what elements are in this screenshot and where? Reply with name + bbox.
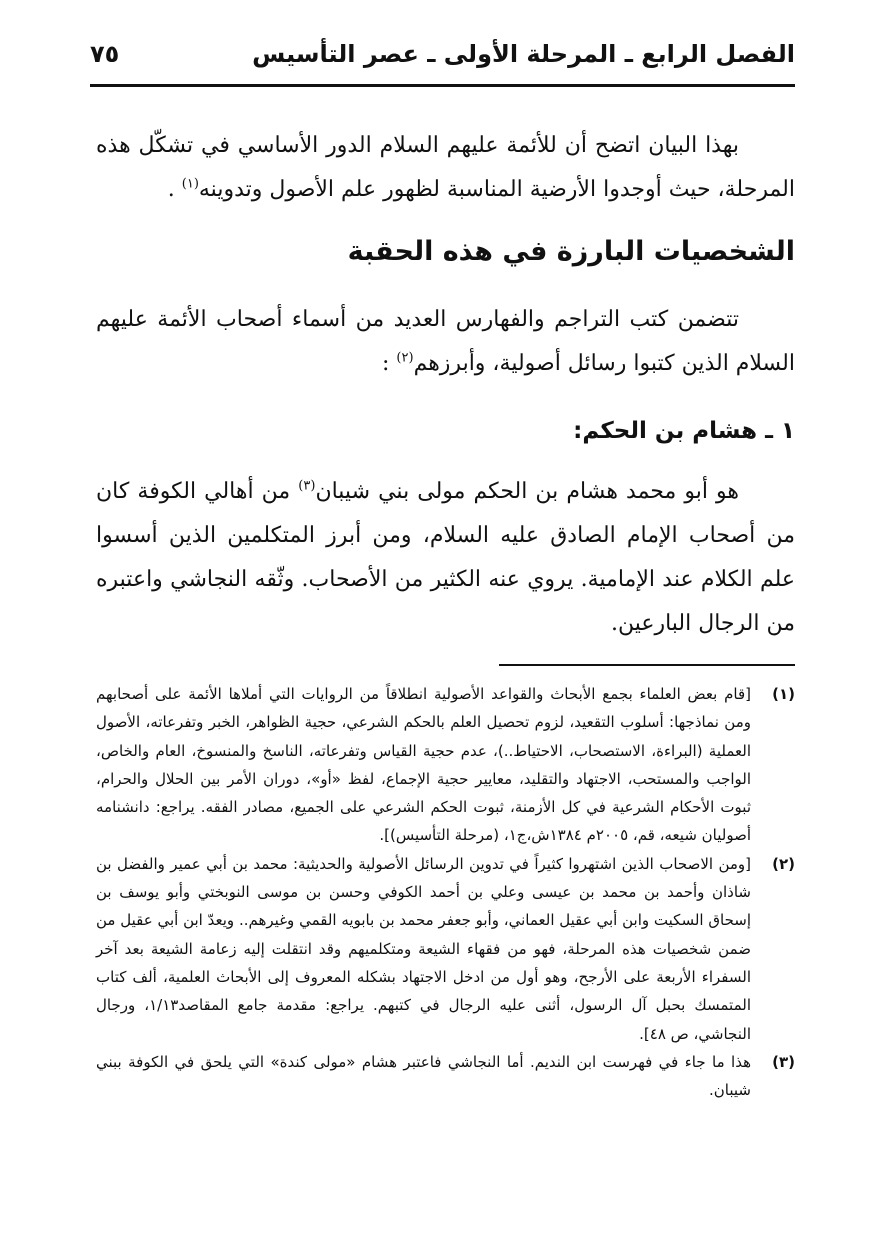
footnote-text: هذا ما جاء في فهرست ابن النديم. أما النجاشي فاعتبر هشام «مولى كندة» التي يلحق في الكوفة ببني شيبان. xyxy=(96,1052,751,1100)
footnote-1 xyxy=(96,680,795,850)
page-number: ٧٥ xyxy=(90,40,120,68)
footnote-text: [ومن الاصحاب الذين اشتهروا كثيراً في تدوين الرسائل الأصولية والحديثية: محمد بن أبي عمير والفضل بن شاذان وأحمد بن محمد بن عيسى وعلي بن أحمد الكوفي وحسن بن موسى النوبختي وأبو يوسف بن إسحاق السكيت وابن أبي عقيل العماني، وأبو جعفر محمد بن بابويه القمي وغيرهم.. ويعدّ ابن أبي عقيل من ضمن شخصيات هذه المرحلة، فهو من فقهاء الشيعة ومتكلميهم وقد انتقلت إليه زعامة الشيعة بعد آخر السفراء الأربعة على الأرجح، وهو أول من ادخل الاجتهاد بشكله المعروف إلى الأبحاث العلمية، ألف كتاب المتمسك بحبل آل الرسول، أثنى عليه الرجال في كتبهم. يراجع: مقدمة جامع المقاصد١/١٣، ورجال النجاشي، ص ٤٨]. xyxy=(96,854,751,1043)
footnote-number: (١) xyxy=(772,685,795,703)
chapter-title: الفصل الرابع ـ المرحلة الأولى ـ عصر التأسيس xyxy=(252,40,795,68)
hisham-text-1: هو أبو محمد هشام بن الحكم مولى بني شيبان xyxy=(315,479,739,504)
section-intro-paragraph xyxy=(96,298,795,386)
intro-paragraph xyxy=(96,124,795,212)
hisham-paragraph xyxy=(96,470,795,646)
hisham-text-2: من أهالي الكوفة كان من أصحاب الإمام الصادق عليه السلام، ومن أبرز المتكلمين الذين أسسوا علم الكلام عند الإمامية. يروي عنه الكثير من الأصحاب. وثّقه النجاشي واعتبره من الرجال البارعين. xyxy=(96,479,795,636)
intro-end: . xyxy=(167,177,182,202)
subheading-hisham: ١ ـ هشام بن الحكم: xyxy=(573,418,795,444)
footnote-2 xyxy=(96,850,795,1048)
footnote-3 xyxy=(96,1048,795,1105)
section-heading: الشخصيات البارزة في هذه الحقبة xyxy=(347,236,795,267)
section-intro-end: : xyxy=(382,351,397,376)
running-header xyxy=(90,34,795,78)
footnotes xyxy=(96,680,795,1104)
footnote-ref-3[interactable]: (٣) xyxy=(298,478,316,494)
section-intro-text: تتضمن كتب التراجم والفهارس العديد من أسماء أصحاب الأئمة عليهم السلام الذين كتبوا رسائل أصولية، وأبرزهم xyxy=(96,307,795,376)
footnote-number: (٢) xyxy=(772,854,795,873)
footnote-text: [قام بعض العلماء بجمع الأبحاث والقواعد الأصولية انطلاقاً من الروايات التي أملاها الأئمة على أصحابهم ومن نماذجها: أسلوب التقعيد، لزوم تحصيل العلم بالحكم الشرعي، حجية الظواهر، الخبر وتفرعاته، الأصول العملية (البراءة، الاستصحاب، الاحتياط..)، عدم حجية القياس وتفرعاته، الناسخ والمنسوخ، العام والخاص، الواجب والمستحب، الاجتهاد والتقليد، معايير حجية الإجماع، لفظ «أو»، دوران الأمر بين الحلال والحرام، ثبوت الأحكام الشرعية في كل الأزمنة، ثبوت الحكم الشرعي على الجميع، مصادر الفقه. يراجع: دانشنامه أصوليان شيعه، قم، ٢٠٠٥م ١٣٨٤ش،ج١، (مرحلة التأسيس)]. xyxy=(96,685,751,845)
header-rule xyxy=(90,84,795,87)
intro-text: بهذا البيان اتضح أن للأئمة عليهم السلام الدور الأساسي في تشكّل هذه المرحلة، حيث أوجدوا الأرضية المناسبة لظهور علم الأصول وتدوينه xyxy=(96,133,795,202)
footnote-ref-1[interactable]: (١) xyxy=(181,176,199,192)
footnote-separator xyxy=(499,664,795,666)
footnote-ref-2[interactable]: (٢) xyxy=(396,350,414,366)
footnote-number: (٣) xyxy=(772,1052,795,1071)
